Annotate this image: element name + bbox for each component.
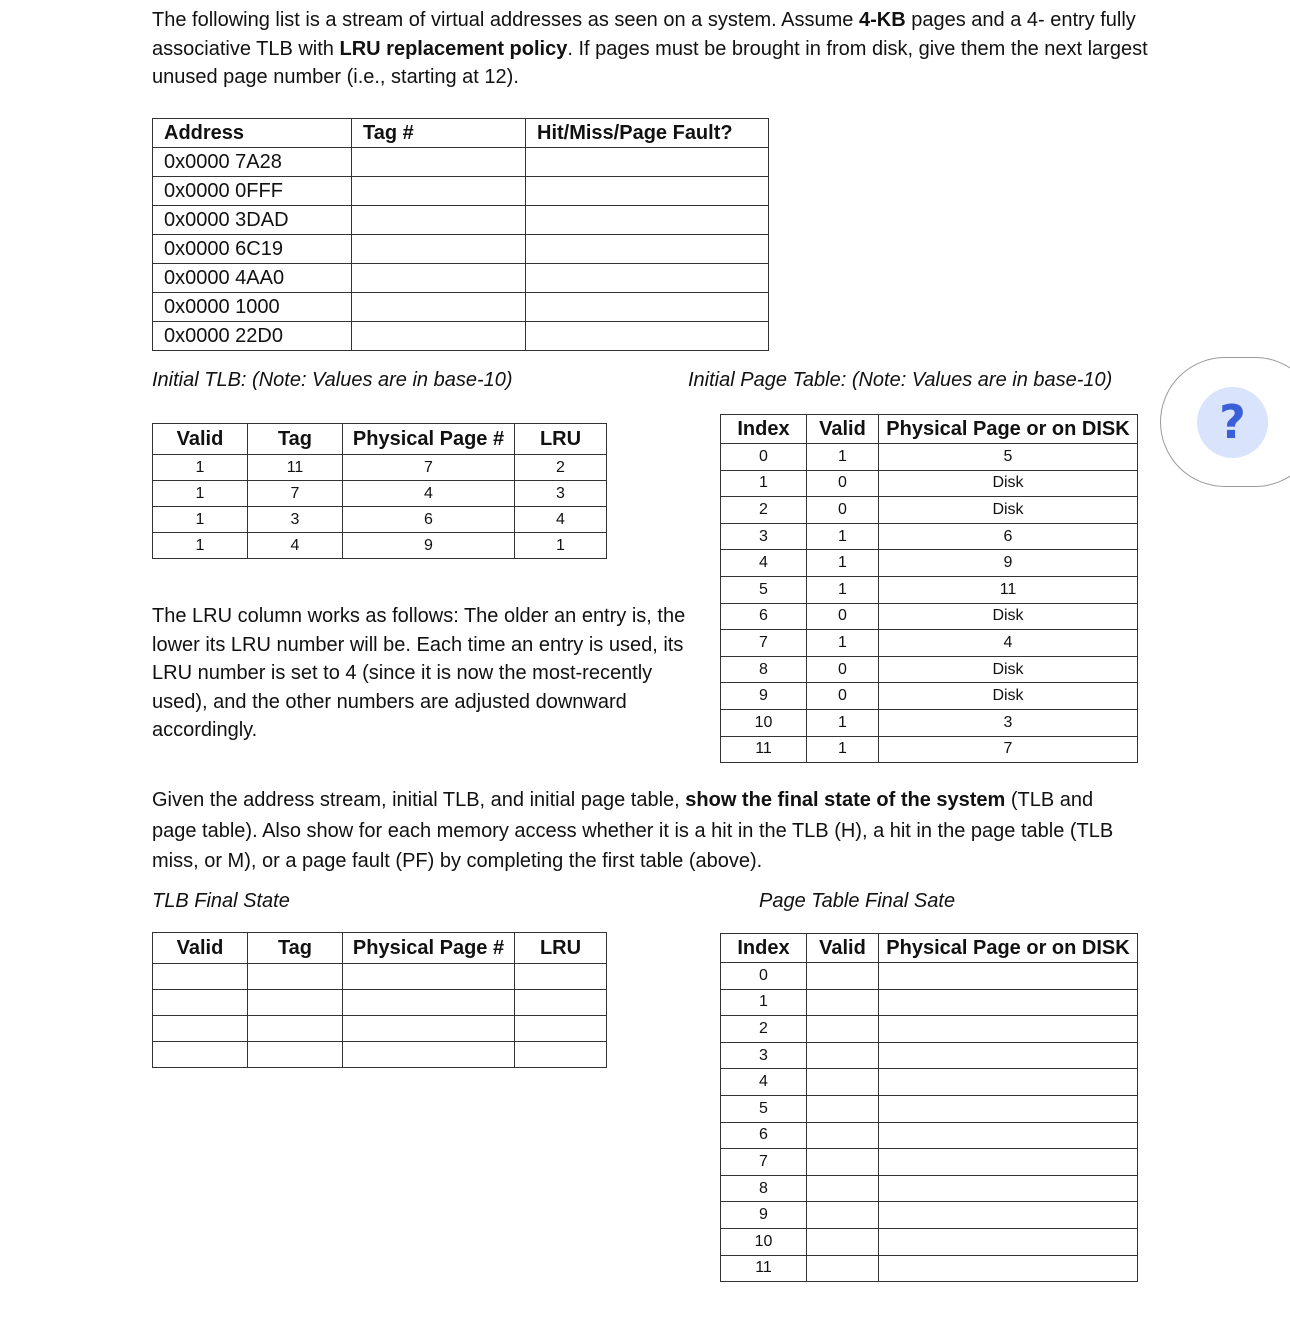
blank-cell[interactable] bbox=[879, 1069, 1138, 1096]
tlb-tag: 4 bbox=[248, 533, 343, 559]
pt-physical-page: 6 bbox=[879, 523, 1138, 550]
blank-cell[interactable] bbox=[807, 963, 879, 990]
address-table-header bbox=[153, 119, 769, 148]
tlb-header-physical-page: Physical Page # bbox=[343, 933, 515, 964]
blank-cell[interactable] bbox=[879, 963, 1138, 990]
table-row bbox=[721, 523, 1138, 550]
pt-index: 7 bbox=[721, 1149, 807, 1176]
pt-valid: 0 bbox=[807, 497, 879, 524]
pt-index: 0 bbox=[721, 963, 807, 990]
tlb-tag: 11 bbox=[248, 455, 343, 481]
page-table-header-row bbox=[721, 415, 1138, 444]
blank-cell[interactable] bbox=[248, 964, 343, 990]
table-row bbox=[721, 1095, 1138, 1122]
pt-valid: 0 bbox=[807, 603, 879, 630]
result-input-cell[interactable] bbox=[526, 206, 769, 235]
address-cell: 0x0000 0FFF bbox=[153, 177, 352, 206]
pt-header-physical-page: Physical Page or on DISK bbox=[879, 415, 1138, 444]
table-row bbox=[721, 576, 1138, 603]
intro-text-1: The following list is a stream of virtual addresses as seen on a system. Assume bbox=[152, 9, 859, 31]
pt-index: 11 bbox=[721, 1255, 807, 1282]
final-tlb-table bbox=[152, 932, 607, 1068]
tlb-physical-page: 9 bbox=[343, 533, 515, 559]
table-row bbox=[153, 235, 769, 264]
table-row bbox=[721, 1122, 1138, 1149]
tlb-header-valid: Valid bbox=[153, 933, 248, 964]
blank-cell[interactable] bbox=[248, 1042, 343, 1068]
pt-index: 1 bbox=[721, 470, 807, 497]
pt-valid: 0 bbox=[807, 470, 879, 497]
tlb-valid: 1 bbox=[153, 481, 248, 507]
table-row bbox=[721, 656, 1138, 683]
final-page-table bbox=[720, 933, 1138, 1282]
pt-index: 4 bbox=[721, 1069, 807, 1096]
tlb-final-caption: TLB Final State bbox=[152, 890, 290, 912]
pt-header-valid: Valid bbox=[807, 934, 879, 963]
initial-page-table bbox=[720, 414, 1138, 763]
tlb-header-valid: Valid bbox=[153, 424, 248, 455]
pt-index: 6 bbox=[721, 1122, 807, 1149]
table-row bbox=[721, 470, 1138, 497]
result-input-cell[interactable] bbox=[526, 235, 769, 264]
table-row bbox=[153, 177, 769, 206]
tag-input-cell[interactable] bbox=[352, 206, 526, 235]
blank-cell[interactable] bbox=[153, 1016, 248, 1042]
pt-physical-page: 5 bbox=[879, 444, 1138, 471]
tlb-physical-page: 4 bbox=[343, 481, 515, 507]
pt-index: 6 bbox=[721, 603, 807, 630]
pt-index: 5 bbox=[721, 576, 807, 603]
table-row bbox=[721, 603, 1138, 630]
table-row bbox=[153, 293, 769, 322]
page-table-header-row bbox=[721, 934, 1138, 963]
blank-cell[interactable] bbox=[879, 1175, 1138, 1202]
help-button[interactable] bbox=[1160, 357, 1290, 487]
initial-page-table-caption: Initial Page Table: (Note: Values are in base-10) bbox=[688, 369, 1113, 391]
pt-header-index: Index bbox=[721, 415, 807, 444]
table-row bbox=[153, 322, 769, 351]
blank-cell[interactable] bbox=[807, 1255, 879, 1282]
tlb-valid: 1 bbox=[153, 455, 248, 481]
table-row bbox=[153, 206, 769, 235]
pt-valid: 0 bbox=[807, 683, 879, 710]
table-row bbox=[153, 990, 607, 1016]
blank-cell[interactable] bbox=[807, 1202, 879, 1229]
address-cell: 0x0000 22D0 bbox=[153, 322, 352, 351]
given-bold: show the final state of the system bbox=[685, 789, 1006, 811]
table-row bbox=[153, 533, 607, 559]
tag-input-cell[interactable] bbox=[352, 264, 526, 293]
table-row bbox=[721, 630, 1138, 657]
tlb-header-lru: LRU bbox=[515, 424, 607, 455]
table-row bbox=[721, 1175, 1138, 1202]
blank-cell[interactable] bbox=[343, 1016, 515, 1042]
pt-index: 3 bbox=[721, 1042, 807, 1069]
given-text-2: (TLB and page table). Also show for each memory access whether it is a hit in the TLB (H), a hit in the page table (TLB miss, or M), or a page fault (PF) by completing the first table (above). bbox=[152, 789, 1114, 872]
pt-physical-page: 3 bbox=[879, 709, 1138, 736]
pt-header-physical-page: Physical Page or on DISK bbox=[879, 934, 1138, 963]
table-row bbox=[721, 736, 1138, 763]
blank-cell[interactable] bbox=[807, 1175, 879, 1202]
table-row bbox=[721, 1069, 1138, 1096]
header-address: Address bbox=[153, 119, 352, 148]
blank-cell[interactable] bbox=[879, 1042, 1138, 1069]
blank-cell[interactable] bbox=[515, 964, 607, 990]
blank-cell[interactable] bbox=[807, 1016, 879, 1043]
tag-input-cell[interactable] bbox=[352, 235, 526, 264]
table-row bbox=[721, 989, 1138, 1016]
table-row bbox=[721, 963, 1138, 990]
pt-index: 2 bbox=[721, 497, 807, 524]
pt-valid: 1 bbox=[807, 523, 879, 550]
address-cell: 0x0000 6C19 bbox=[153, 235, 352, 264]
pt-valid: 1 bbox=[807, 736, 879, 763]
pt-index: 8 bbox=[721, 1175, 807, 1202]
result-input-cell[interactable] bbox=[526, 293, 769, 322]
pt-index: 0 bbox=[721, 444, 807, 471]
address-cell: 0x0000 1000 bbox=[153, 293, 352, 322]
pt-index: 2 bbox=[721, 1016, 807, 1043]
table-row bbox=[153, 148, 769, 177]
blank-cell[interactable] bbox=[807, 1095, 879, 1122]
tlb-valid: 1 bbox=[153, 507, 248, 533]
blank-cell[interactable] bbox=[515, 1016, 607, 1042]
pt-physical-page: 9 bbox=[879, 550, 1138, 577]
blank-cell[interactable] bbox=[879, 989, 1138, 1016]
address-cell: 0x0000 3DAD bbox=[153, 206, 352, 235]
initial-tlb-table bbox=[152, 423, 607, 559]
lru-note: The LRU column works as follows: The older an entry is, the lower its LRU number will be. Each time an entry is used, its LRU number is set to 4 (since it is now the most-recently used), and the other numbers are adjusted downward accordingly. bbox=[152, 605, 686, 741]
pt-header-index: Index bbox=[721, 934, 807, 963]
pt-valid: 0 bbox=[807, 656, 879, 683]
table-row bbox=[721, 1255, 1138, 1282]
table-row bbox=[153, 481, 607, 507]
table-row bbox=[153, 507, 607, 533]
tlb-lru: 3 bbox=[515, 481, 607, 507]
blank-cell[interactable] bbox=[879, 1095, 1138, 1122]
pt-index: 5 bbox=[721, 1095, 807, 1122]
pt-physical-page: 4 bbox=[879, 630, 1138, 657]
tag-input-cell[interactable] bbox=[352, 293, 526, 322]
pt-valid: 1 bbox=[807, 576, 879, 603]
table-row bbox=[721, 550, 1138, 577]
pt-valid: 1 bbox=[807, 444, 879, 471]
header-hit-miss: Hit/Miss/Page Fault? bbox=[526, 119, 769, 148]
result-input-cell[interactable] bbox=[526, 148, 769, 177]
tlb-header-row bbox=[153, 933, 607, 964]
pt-index: 8 bbox=[721, 656, 807, 683]
question-mark-icon[interactable]: ? bbox=[1197, 387, 1268, 458]
tlb-header-lru: LRU bbox=[515, 933, 607, 964]
tlb-header-row bbox=[153, 424, 607, 455]
blank-cell[interactable] bbox=[515, 1042, 607, 1068]
table-row bbox=[721, 1149, 1138, 1176]
tlb-tag: 7 bbox=[248, 481, 343, 507]
table-row bbox=[153, 1016, 607, 1042]
blank-cell[interactable] bbox=[807, 1122, 879, 1149]
blank-cell[interactable] bbox=[248, 1016, 343, 1042]
tlb-lru: 1 bbox=[515, 533, 607, 559]
pt-index: 10 bbox=[721, 709, 807, 736]
blank-cell[interactable] bbox=[879, 1016, 1138, 1043]
table-row bbox=[721, 1016, 1138, 1043]
blank-cell[interactable] bbox=[343, 1042, 515, 1068]
pt-physical-page: Disk bbox=[879, 470, 1138, 497]
blank-cell[interactable] bbox=[153, 990, 248, 1016]
result-input-cell[interactable] bbox=[526, 264, 769, 293]
pt-index: 11 bbox=[721, 736, 807, 763]
intro-bold-2: LRU replacement policy bbox=[339, 37, 568, 60]
blank-cell[interactable] bbox=[248, 990, 343, 1016]
pt-index: 9 bbox=[721, 1202, 807, 1229]
tlb-lru: 2 bbox=[515, 455, 607, 481]
pt-index: 4 bbox=[721, 550, 807, 577]
table-row bbox=[721, 709, 1138, 736]
tlb-tag: 3 bbox=[248, 507, 343, 533]
pt-index: 10 bbox=[721, 1228, 807, 1255]
blank-cell[interactable] bbox=[879, 1255, 1138, 1282]
tag-input-cell[interactable] bbox=[352, 177, 526, 206]
tlb-physical-page: 6 bbox=[343, 507, 515, 533]
table-row bbox=[721, 1228, 1138, 1255]
page-table-final-caption: Page Table Final Sate bbox=[759, 890, 956, 912]
address-table bbox=[152, 118, 769, 351]
blank-cell[interactable] bbox=[879, 1149, 1138, 1176]
table-row bbox=[721, 683, 1138, 710]
tlb-valid: 1 bbox=[153, 533, 248, 559]
tlb-lru: 4 bbox=[515, 507, 607, 533]
pt-physical-page: 11 bbox=[879, 576, 1138, 603]
pt-valid: 1 bbox=[807, 550, 879, 577]
address-cell: 0x0000 4AA0 bbox=[153, 264, 352, 293]
address-cell: 0x0000 7A28 bbox=[153, 148, 352, 177]
intro-text-2: pages and a 4- entry fully associative TLB with bbox=[152, 9, 1136, 60]
intro-paragraph bbox=[152, 6, 1152, 92]
table-row bbox=[153, 1042, 607, 1068]
blank-cell[interactable] bbox=[807, 1149, 879, 1176]
pt-index: 3 bbox=[721, 523, 807, 550]
table-row bbox=[153, 264, 769, 293]
blank-cell[interactable] bbox=[807, 1069, 879, 1096]
result-input-cell[interactable] bbox=[526, 322, 769, 351]
pt-index: 9 bbox=[721, 683, 807, 710]
table-row bbox=[721, 1042, 1138, 1069]
intro-text-3: . If pages must be brought in from disk, give them the next largest unused page number (i.e., starting at 12). bbox=[152, 37, 1148, 88]
blank-cell[interactable] bbox=[879, 1122, 1138, 1149]
pt-valid: 1 bbox=[807, 709, 879, 736]
blank-cell[interactable] bbox=[515, 990, 607, 1016]
pt-physical-page: Disk bbox=[879, 683, 1138, 710]
blank-cell[interactable] bbox=[807, 1042, 879, 1069]
blank-cell[interactable] bbox=[153, 1042, 248, 1068]
tlb-header-physical-page: Physical Page # bbox=[343, 424, 515, 455]
pt-header-valid: Valid bbox=[807, 415, 879, 444]
given-paragraph bbox=[152, 785, 1142, 877]
pt-physical-page: 7 bbox=[879, 736, 1138, 763]
intro-bold-1: 4-KB bbox=[858, 9, 906, 31]
blank-cell[interactable] bbox=[879, 1202, 1138, 1229]
pt-physical-page: Disk bbox=[879, 656, 1138, 683]
pt-index: 7 bbox=[721, 630, 807, 657]
table-row bbox=[721, 497, 1138, 524]
blank-cell[interactable] bbox=[807, 1228, 879, 1255]
pt-physical-page: Disk bbox=[879, 603, 1138, 630]
table-row bbox=[721, 1202, 1138, 1229]
given-text-1: Given the address stream, initial TLB, and initial page table, bbox=[152, 789, 686, 811]
header-tag: Tag # bbox=[352, 119, 526, 148]
table-row bbox=[153, 964, 607, 990]
tlb-header-tag: Tag bbox=[248, 424, 343, 455]
pt-physical-page: Disk bbox=[879, 497, 1138, 524]
blank-cell[interactable] bbox=[879, 1228, 1138, 1255]
tag-input-cell[interactable] bbox=[352, 322, 526, 351]
result-input-cell[interactable] bbox=[526, 177, 769, 206]
blank-cell[interactable] bbox=[153, 964, 248, 990]
blank-cell[interactable] bbox=[343, 990, 515, 1016]
tag-input-cell[interactable] bbox=[352, 148, 526, 177]
tlb-physical-page: 7 bbox=[343, 455, 515, 481]
blank-cell[interactable] bbox=[343, 964, 515, 990]
tlb-header-tag: Tag bbox=[248, 933, 343, 964]
pt-valid: 1 bbox=[807, 630, 879, 657]
table-row bbox=[721, 444, 1138, 471]
table-row bbox=[153, 455, 607, 481]
initial-tlb-caption: Initial TLB: (Note: Values are in base-10) bbox=[152, 369, 513, 391]
blank-cell[interactable] bbox=[807, 989, 879, 1016]
pt-index: 1 bbox=[721, 989, 807, 1016]
